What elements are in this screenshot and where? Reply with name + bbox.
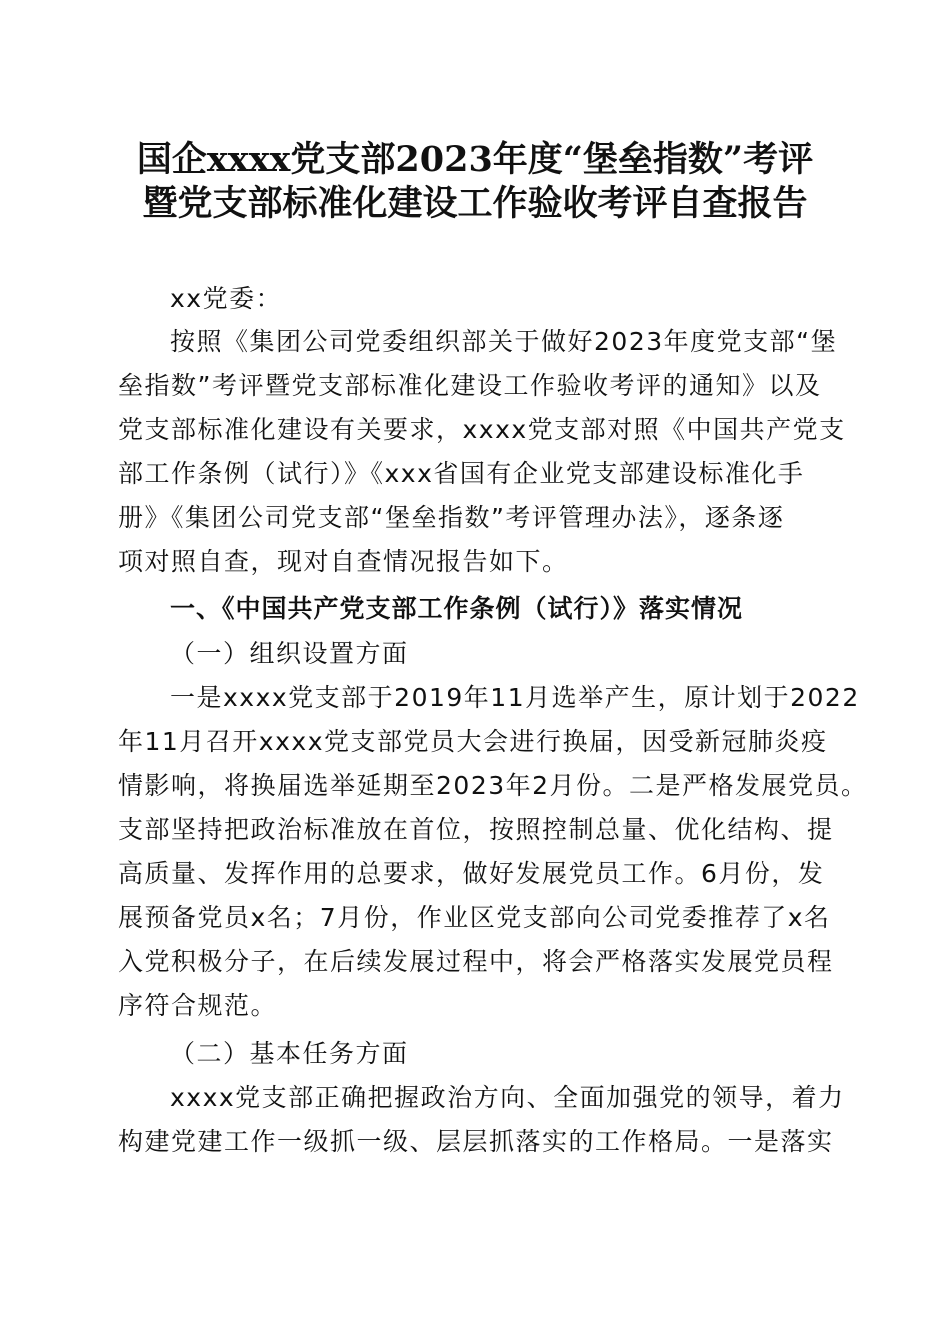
section1-line: 情影响，将换届选举延期至2023年2月份。二是严格发展党员。 (118, 771, 868, 800)
section1-line: 年11月召开xxxx党支部党员大会进行换届，因受新冠肺炎疫 (118, 727, 828, 756)
section1-line: 支部坚持把政治标准放在首位，按照控制总量、优化结构、提 (118, 815, 834, 844)
subsection-heading-1: （一）组织设置方面 (170, 639, 409, 668)
document-title-line-1: 国企xxxx党支部2023年度“堡垒指数”考评 (136, 139, 814, 180)
section1-line: 高质量、发挥作用的总要求，做好发展党员工作。6月份，发 (118, 859, 825, 888)
intro-line: 部工作条例（试行）》《xxx省国有企业党支部建设标准化手 (118, 459, 805, 488)
intro-line: 党支部标准化建设有关要求，xxxx党支部对照《中国共产党支 (118, 415, 846, 444)
document-title-line-2: 暨党支部标准化建设工作验收考评自查报告 (142, 183, 808, 224)
intro-line: 册》《集团公司党支部“堡垒指数”考评管理办法》，逐条逐 (118, 503, 785, 532)
salutation: xx党委： (170, 284, 283, 313)
section-heading-1: 一、《中国共产党支部工作条例（试行）》落实情况 (170, 594, 744, 623)
subsection-heading-2: （二）基本任务方面 (170, 1039, 409, 1068)
section2-line: 构建党建工作一级抓一级、层层抓落实的工作格局。一是落实 (118, 1127, 834, 1156)
section2-line: xxxx党支部正确把握政治方向、全面加强党的领导，着力 (170, 1083, 845, 1112)
intro-line: 按照《集团公司党委组织部关于做好2023年度党支部“堡 (170, 327, 838, 356)
section1-line: 一是xxxx党支部于2019年11月选举产生，原计划于2022 (170, 683, 860, 712)
section1-line: 入党积极分子，在后续发展过程中，将会严格落实发展党员程 (118, 947, 834, 976)
intro-line: 项对照自查，现对自查情况报告如下。 (118, 547, 569, 576)
section1-line: 展预备党员x名；7月份，作业区党支部向公司党委推荐了x名 (118, 903, 831, 932)
intro-line: 垒指数”考评暨党支部标准化建设工作验收考评的通知》以及 (118, 371, 822, 400)
section1-line: 序符合规范。 (118, 991, 278, 1020)
